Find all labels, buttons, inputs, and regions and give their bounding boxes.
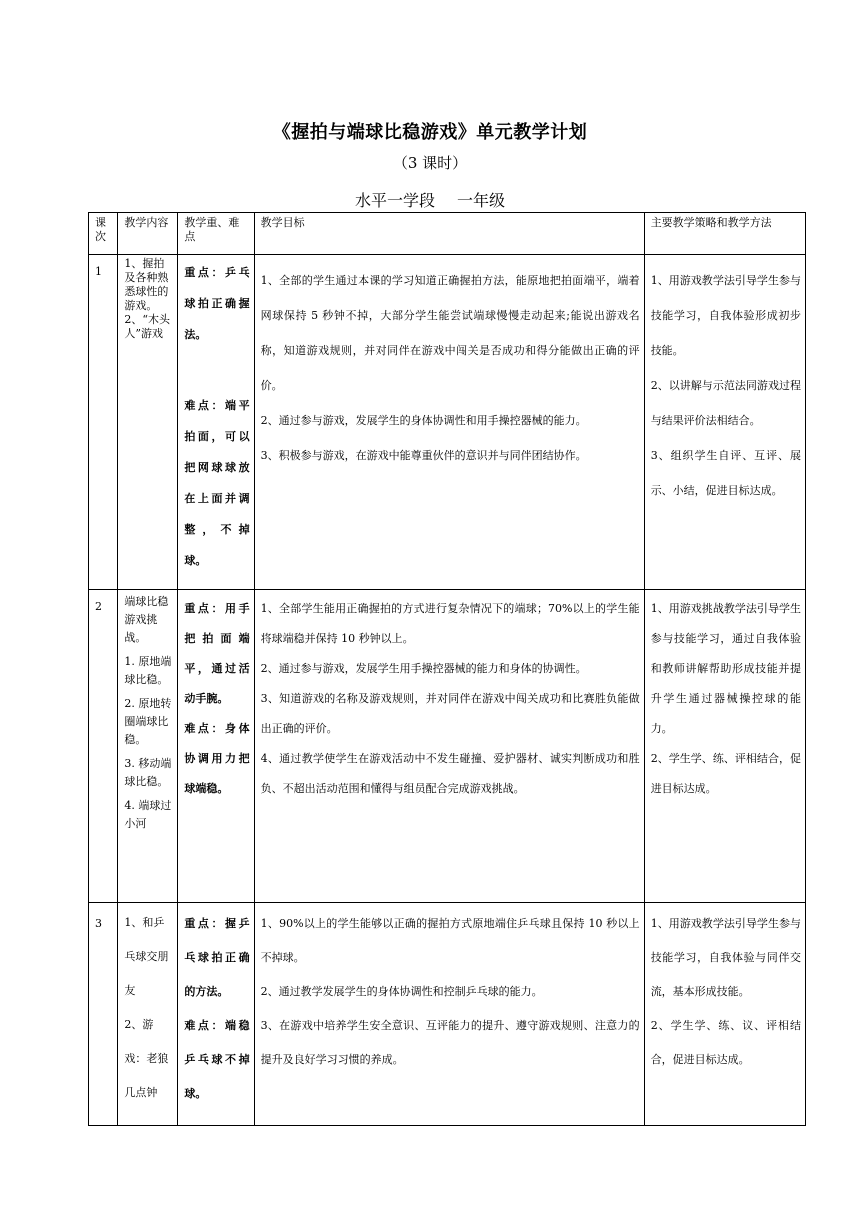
method-item: 1、用游戏挑战教学法引导学生参与技能学习，通过自我体验和教师讲解帮助形成技能并提升学生通过器械操控球的能力。 — [650, 602, 801, 735]
method-item: 1、用游戏教学法引导学生参与技能学习，自我体验与同伴交流，基本形成技能。 — [650, 917, 801, 998]
difficulty-point: 难点：端稳乒乓球不掉球。 — [184, 1019, 250, 1100]
content-item: 1、和乒乓球交朋友 — [124, 916, 169, 997]
goal-item: 1、全部的学生通过本课的学习知道正确握拍方法，能原地把拍面端平，端着网球保持 5 秒钟不掉，大部分学生能尝试端球慢慢走动起来;能说出游戏名称，知道游戏规则，并对同伴在游戏中闯关是否成功和得分能做出正确的评价。 — [260, 274, 640, 392]
level-stage: 水平一学段 — [354, 191, 435, 210]
goal-item: 3、知道游戏的名称及游戏规则，并对同伴在游戏中闯关成功和比赛胜负能做出正确的评价。 — [260, 692, 640, 735]
teaching-goals — [254, 590, 644, 903]
header-key-difficulty: 教学重、难点 — [178, 213, 254, 255]
lesson-number: 3 — [89, 903, 118, 1126]
goal-item: 2、通过教学发展学生的身体协调性和控制乒乓球的能力。 — [260, 985, 543, 998]
goal-item: 1、全部学生能用正确握拍的方式进行复杂情况下的端球；70%以上的学生能将球端稳并保持 10 秒钟以上。 — [260, 602, 640, 645]
header-content: 教学内容 — [118, 213, 178, 255]
goal-item: 3、在游戏中培养学生安全意识、互评能力的提升、遵守游戏规则、注意力的提升及良好学习习惯的养成。 — [260, 1019, 640, 1066]
key-difficulty — [178, 590, 254, 903]
content-item: 1. 原地端球比稳。 — [124, 655, 172, 686]
table-row — [89, 903, 806, 1126]
header-goal: 教学目标 — [254, 213, 644, 255]
lesson-content — [118, 590, 178, 903]
header-lesson: 课次 — [89, 213, 118, 255]
goal-item: 2、通过参与游戏，发展学生的身体协调性和用手操控器械的能力。 — [260, 414, 587, 427]
goal-item: 1、90%以上的学生能够以正确的握拍方式原地端住乒乓球且保持 10 秒以上不掉球。 — [260, 917, 640, 964]
method-item: 2、学生学、练、评相结合，促进目标达成。 — [650, 752, 801, 795]
content-item: 端球比稳游戏挑战。 — [124, 595, 169, 644]
method-item: 1、用游戏教学法引导学生参与技能学习，自我体验形成初步技能。 — [650, 274, 801, 357]
level-grade-line — [0, 188, 860, 211]
page-subtitle: （3 课时） — [392, 154, 468, 172]
page-title: 《握拍与端球比稳游戏》单元教学计划 — [272, 122, 588, 143]
key-point: 重点：乒乓球拍正确握法。 — [184, 266, 250, 341]
content-item: 2、“木头人”游戏 — [124, 313, 171, 340]
content-item: 4. 端球过小河 — [124, 799, 172, 830]
level-grade: 一年级 — [457, 191, 506, 210]
table-header-row — [89, 213, 806, 255]
content-item: 3. 移动端球比稳。 — [124, 757, 172, 788]
lesson-content — [118, 903, 178, 1126]
difficulty-point: 难点：身体协调用力把球端稳。 — [184, 722, 250, 795]
teaching-methods — [644, 255, 805, 590]
lesson-number: 1 — [89, 255, 118, 590]
method-item: 2、以讲解与示范法同游戏过程与结果评价法相结合。 — [650, 379, 801, 427]
lesson-number: 2 — [89, 590, 118, 903]
table-row — [89, 255, 806, 590]
content-item: 1、握拍及各种熟悉球性的游戏。 — [124, 257, 169, 312]
lesson-content — [118, 255, 178, 590]
key-point: 重点：用手把拍面端平，通过活动手腕。 — [184, 602, 250, 705]
header-method: 主要教学策略和教学方法 — [644, 213, 805, 255]
method-item: 3、组织学生自评、互评、展示、小结，促进目标达成。 — [650, 449, 801, 497]
content-item: 2、游戏：老狼几点钟 — [124, 1018, 169, 1099]
teaching-methods — [644, 590, 805, 903]
unit-plan-table — [88, 212, 806, 1126]
content-item: 2. 原地转圈端球比稳。 — [124, 697, 172, 746]
difficulty-point: 难点：端平拍面，可以把网球球放在上面并调整，不掉球。 — [184, 399, 250, 567]
method-item: 2、学生学、练、议、评相结合，促进目标达成。 — [650, 1019, 801, 1066]
key-difficulty — [178, 255, 254, 590]
teaching-goals — [254, 903, 644, 1126]
goal-item: 2、通过参与游戏，发展学生用手操控器械的能力和身体的协调性。 — [260, 662, 587, 675]
table-row — [89, 590, 806, 903]
teaching-goals — [254, 255, 644, 590]
key-difficulty — [178, 903, 254, 1126]
goal-item: 4、通过教学使学生在游戏活动中不发生碰撞、爱护器材、诚实判断成功和胜负、不超出活动范围和懂得与组员配合完成游戏挑战。 — [260, 752, 640, 795]
goal-item: 3、积极参与游戏，在游戏中能尊重伙伴的意识并与同伴团结协作。 — [260, 449, 587, 462]
key-point: 重点：握乒乓球拍正确的方法。 — [184, 917, 250, 998]
teaching-methods — [644, 903, 805, 1126]
